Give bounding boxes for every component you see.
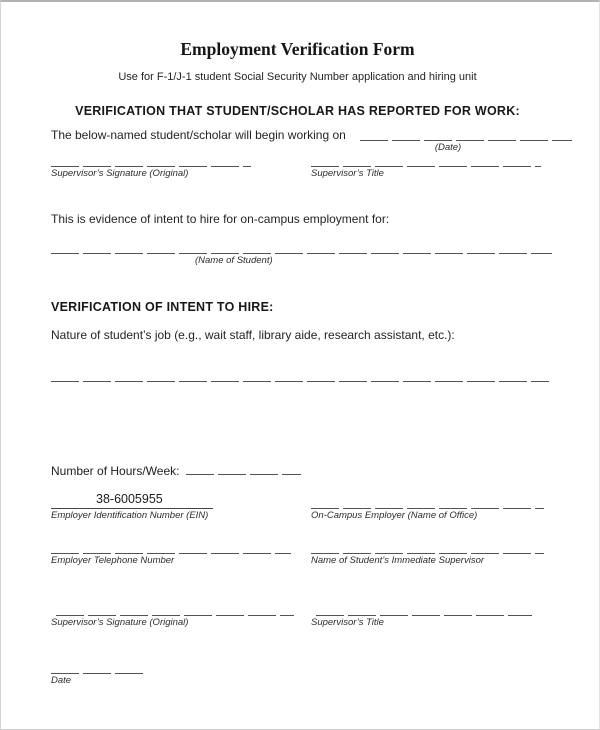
employer-phone-label: Employer Telephone Number xyxy=(51,555,175,566)
on-campus-employer-line[interactable] xyxy=(311,492,544,509)
section-intent-to-hire-heading: VERIFICATION OF INTENT TO HIRE: xyxy=(51,300,274,314)
supervisor-title-line-2[interactable] xyxy=(316,603,532,616)
on-campus-employer-label: On-Campus Employer (Name of Office) xyxy=(311,510,478,521)
form-title: Employment Verification Form xyxy=(180,39,415,59)
ein-label: Employer Identification Number (EIN) xyxy=(51,510,209,521)
student-name-line[interactable] xyxy=(51,241,552,254)
employer-phone-line[interactable] xyxy=(51,541,291,554)
immediate-supervisor-line[interactable] xyxy=(311,541,544,554)
supervisor-signature-line-1[interactable] xyxy=(51,154,251,167)
start-date-field xyxy=(360,127,572,154)
ein-field xyxy=(51,492,291,522)
begin-working-text: The below-named student/scholar will begin working on xyxy=(51,128,346,142)
supervisor-title-field-2 xyxy=(311,603,544,629)
date-line[interactable] xyxy=(51,661,146,674)
supervisor-title-label-2: Supervisor’s Title xyxy=(311,617,384,628)
supervisor-signature-row-2 xyxy=(51,603,544,629)
ein-employer-row xyxy=(51,492,544,522)
job-nature-line[interactable] xyxy=(51,369,549,382)
employer-phone-field xyxy=(51,541,291,567)
hours-per-week-line[interactable] xyxy=(186,463,301,475)
start-date-caption: (Date) xyxy=(434,142,462,153)
begin-working-row xyxy=(51,127,544,154)
start-date-line[interactable] xyxy=(360,127,572,141)
supervisor-signature-field-2 xyxy=(51,603,291,629)
supervisor-signature-row-1 xyxy=(51,154,544,180)
phone-supervisor-row xyxy=(51,541,544,567)
supervisor-title-line-1[interactable] xyxy=(311,154,541,167)
student-name-caption: (Name of Student) xyxy=(195,255,273,266)
ein-value: 38-6005955 xyxy=(51,492,213,509)
evidence-text: This is evidence of intent to hire for on-campus employment for: xyxy=(51,212,390,226)
date-field xyxy=(51,661,544,687)
student-name-field xyxy=(51,241,552,267)
supervisor-signature-field-1 xyxy=(51,154,291,180)
on-campus-employer-field xyxy=(311,492,544,522)
supervisor-title-label-1: Supervisor’s Title xyxy=(311,168,384,179)
supervisor-signature-label-1: Supervisor’s Signature (Original) xyxy=(51,168,189,179)
date-label: Date xyxy=(51,675,72,686)
form-subtitle: Use for F-1/J-1 student Social Security Number application and hiring unit xyxy=(118,71,477,83)
supervisor-signature-line-2[interactable] xyxy=(56,603,294,616)
hours-per-week-label: Number of Hours/Week: xyxy=(51,464,180,478)
supervisor-title-field-1 xyxy=(311,154,544,180)
immediate-supervisor-field xyxy=(311,541,544,567)
section-reported-for-work-heading: VERIFICATION THAT STUDENT/SCHOLAR HAS REPORTED FOR WORK: xyxy=(75,104,520,118)
job-nature-text: Nature of student’s job (e.g., wait staff, library aide, research assistant, etc.): xyxy=(51,328,455,342)
hours-per-week-row xyxy=(51,463,544,479)
immediate-supervisor-label: Name of Student’s Immediate Supervisor xyxy=(311,555,485,566)
supervisor-signature-label-2: Supervisor’s Signature (Original) xyxy=(51,617,189,628)
